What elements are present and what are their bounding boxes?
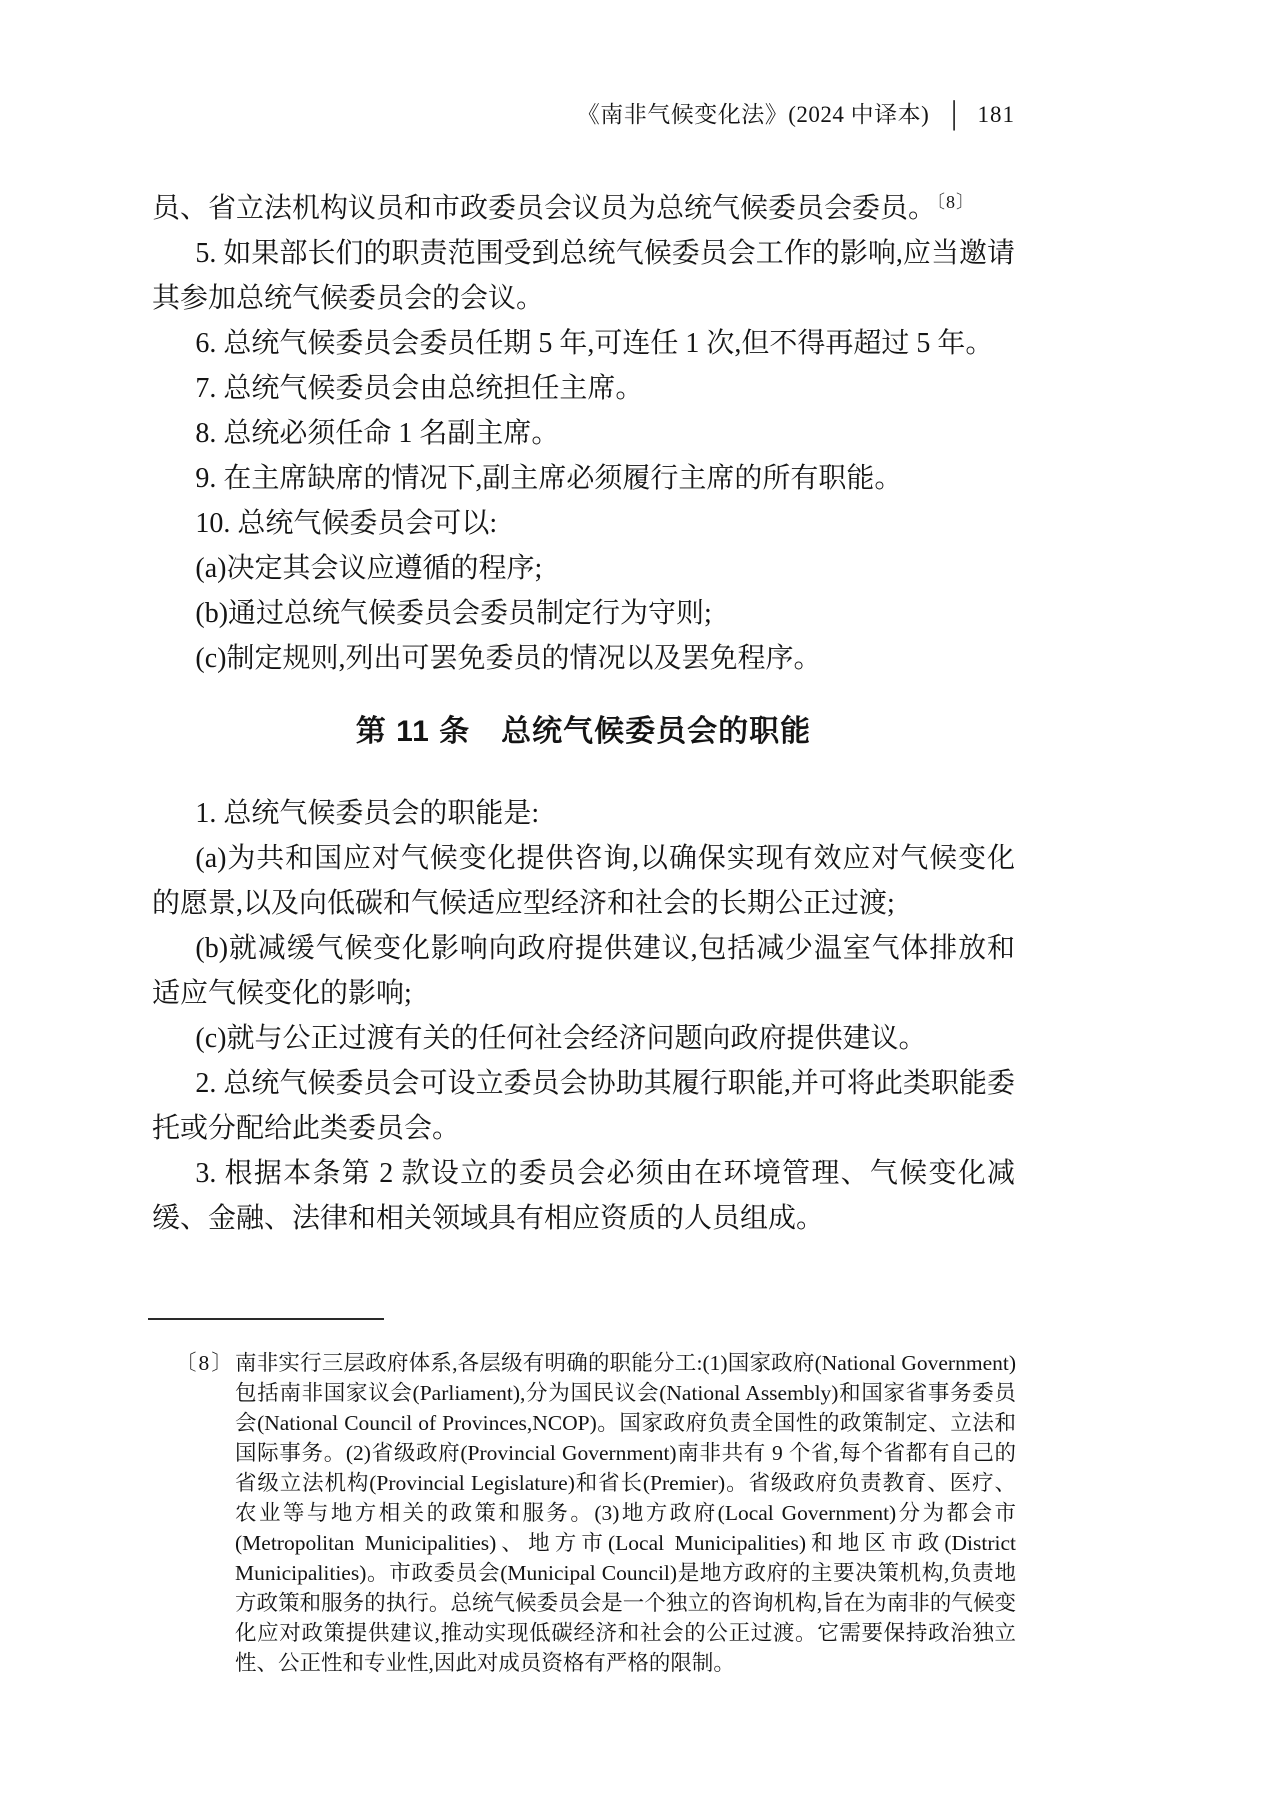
body-paragraph: 6. 总统气候委员会委员任期 5 年,可连任 1 次,但不得再超过 5 年。 — [195, 328, 994, 359]
page-number: 181 — [977, 102, 1015, 127]
footnote-marker: 〔8〕 — [175, 1351, 235, 1375]
body-text — [152, 180, 1015, 1241]
body-paragraph: 1. 总统气候委员会的职能是: — [195, 798, 540, 829]
body-paragraph: 9. 在主席缺席的情况下,副主席必须履行主席的所有职能。 — [195, 463, 903, 494]
footnote-reference: 〔8〕 — [936, 192, 976, 212]
body-paragraph: (c)就与公正过渡有关的任何社会经济问题向政府提供建议。 — [195, 1023, 927, 1054]
body-paragraph: 2. 总统气候委员会可设立委员会协助其履行职能,并可将此类职能委托或分配给此类委员会。 — [152, 1068, 1015, 1144]
footnote — [175, 1348, 1016, 1678]
body-paragraph: (b)就减缓气候变化影响向政府提供建议,包括减少温室气体排放和适应气候变化的影响; — [152, 933, 1015, 1009]
header-divider-bar: │ — [945, 102, 964, 129]
body-paragraph: 8. 总统必须任命 1 名副主席。 — [195, 418, 560, 449]
body-paragraph: (a)决定其会议应遵循的程序; — [195, 553, 543, 584]
body-paragraph: 10. 总统气候委员会可以: — [195, 508, 498, 539]
body-paragraph: (b)通过总统气候委员会委员制定行为守则; — [195, 598, 712, 629]
body-paragraph: (c)制定规则,列出可罢免委员的情况以及罢免程序。 — [195, 643, 822, 674]
body-paragraph: (a)为共和国应对气候变化提供咨询,以确保实现有效应对气候变化的愿景,以及向低碳和气候适应型经济和社会的长期公正过渡; — [152, 843, 1015, 919]
footnote-divider — [148, 1318, 384, 1320]
footnote-text: 南非实行三层政府体系,各层级有明确的职能分工:(1)国家政府(National Government)包括南非国家议会(Parliament),分为国民议会(National Assembly)和国家省事务委员会(National Council of Provinces,NCOP)。国家政府负责全国性的政策制定、立法和国际事务。(2)省级政府(Provincial Government)南非共有 9 个省,每个省都有自己的省级立法机构(Provincial Legislature)和省长(Premier)。省级政府负责教育、医疗、农业等与地方相关的政策和服务。(3)地方政府(Local Government)分为都会市(Metropolitan Municipalities)、地方市(Local Municipalities)和地区市政(District Municipalities)。市政委员会(Municipal Council)是地方政府的主要决策机构,负责地方政策和服务的执行。总统气候委员会是一个独立的咨询机构,旨在为南非的气候变化应对政策提供建议,推动实现低碳经济和社会的公正过渡。它需要保持政治独立性、公正性和专业性,因此对成员资格有严格的限制。 — [235, 1351, 1016, 1675]
body-paragraph: 员、省立法机构议员和市政委员会议员为总统气候委员会委员。$^{〔8〕}$ — [152, 192, 976, 224]
body-paragraph: 5. 如果部长们的职责范围受到总统气候委员会工作的影响,应当邀请其参加总统气候委员会的会议。 — [152, 238, 1015, 314]
page-header — [152, 96, 1015, 129]
body-paragraph: 7. 总统气候委员会由总统担任主席。 — [195, 373, 644, 404]
section-heading: 第 11 条 总统气候委员会的职能 — [355, 715, 812, 748]
body-paragraph: 3. 根据本条第 2 款设立的委员会必须由在环境管理、气候变化减缓、金融、法律和相关领域具有相应资质的人员组成。 — [152, 1158, 1015, 1234]
running-title: 《南非气候变化法》(2024 中译本) — [576, 102, 930, 127]
